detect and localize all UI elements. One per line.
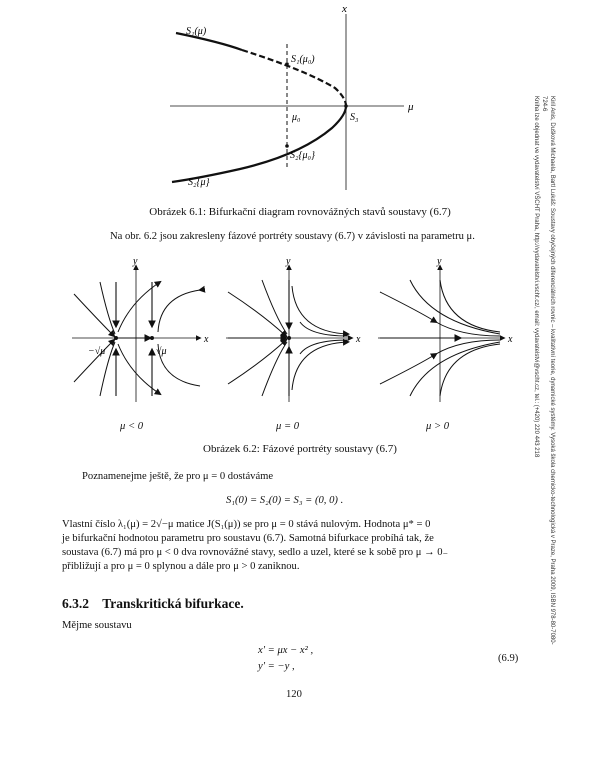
s1-label: S₁(μ) bbox=[186, 26, 207, 37]
paragraph-line: je bifurkační hodnotou parametru pro soustavu (6.7). Samotná bifurkace probíhá tak, že bbox=[62, 533, 434, 544]
panel-label-3: μ > 0 bbox=[426, 421, 450, 432]
s2-mu0-label: S₂{μ₀} bbox=[290, 150, 315, 161]
side-note-line-2: Kniha lze objednat ve vydavatelství VŠCHT Praha, http://vydavatelstvi.vscht.cz/, email: vydavatelstvi@vscht.cz, tel.: (+420) 220 443 218 bbox=[533, 96, 539, 458]
svg-text:x: x bbox=[204, 334, 209, 345]
paragraph-line: soustava (6.7) má pro μ < 0 dva rovnovážné stavy, sedlo a uzel, které se k sobě pro μ → 0₋ bbox=[62, 547, 449, 558]
equation-line-1: x′ = μx − x² , bbox=[258, 645, 314, 656]
paragraph-line: přibližují a pro μ = 0 splynou a dále pro μ > 0 zaniknou. bbox=[62, 561, 300, 572]
equation-line-2: y′ = −y , bbox=[258, 661, 295, 672]
svg-text:y: y bbox=[286, 256, 291, 267]
svg-text:y: y bbox=[133, 256, 138, 267]
phase-portraits bbox=[0, 252, 560, 430]
paragraph-fig-intro: Na obr. 6.2 jsou zakresleny fázové portréty soustavy (6.7) v závislosti na parametru μ. bbox=[110, 231, 475, 242]
paragraph-eigenvalue bbox=[62, 518, 532, 574]
side-note bbox=[526, 96, 556, 656]
paragraph-system-intro: Mějme soustavu bbox=[62, 620, 132, 631]
s1-mu0-point bbox=[285, 62, 289, 66]
page-number: 120 bbox=[286, 689, 302, 700]
svg-text:x: x bbox=[508, 334, 513, 345]
section-heading bbox=[62, 596, 244, 612]
portrait-mu-negative bbox=[72, 256, 209, 402]
s2-label: S₂{μ} bbox=[188, 177, 210, 188]
portrait-mu-zero bbox=[226, 256, 361, 402]
panel-label-2: μ = 0 bbox=[276, 421, 300, 432]
x-axis-label: x bbox=[342, 3, 347, 15]
equation-number: (6.9) bbox=[498, 653, 519, 664]
s1-mu0-label: S₁(μ₀) bbox=[291, 54, 315, 65]
mu0-label: μ₀ bbox=[292, 112, 301, 123]
equation-equilibria: S₁(0) = S₂(0) = S₃ = (0, 0) . bbox=[226, 495, 344, 506]
s3-point bbox=[344, 104, 348, 108]
s2-branch bbox=[172, 106, 346, 182]
figure-6-1-caption: Obrázek 6.1: Bifurkační diagram rovnovážných stavů soustavy (6.7) bbox=[149, 206, 451, 218]
mu-axis-label: μ bbox=[408, 101, 414, 113]
s2-mu0-point bbox=[285, 144, 289, 148]
paragraph-line: Vlastní číslo λ₁(μ) = 2√−μ matice J(S₁(μ)) se pro μ = 0 stává nulovým. Hodnota μ* = 0 bbox=[62, 519, 431, 530]
section-number: 6.3.2 bbox=[62, 596, 89, 611]
portrait-mu-positive bbox=[378, 256, 513, 402]
svg-text:√μ: √μ bbox=[156, 346, 167, 357]
svg-text:y: y bbox=[437, 256, 442, 267]
svg-text:−√μ: −√μ bbox=[88, 346, 106, 357]
figure-6-2-caption: Obrázek 6.2: Fázové portréty soustavy (6.7) bbox=[203, 443, 397, 455]
svg-text:x: x bbox=[356, 334, 361, 345]
s3-label: S₃ bbox=[350, 112, 359, 123]
bifurcation-diagram bbox=[0, 0, 600, 200]
paragraph-note: Poznamenejme ještě, že pro μ = 0 dostáváme bbox=[82, 471, 274, 482]
side-note-line-1: Kiril Anis, Dušková Michaela, Bartl Lukáš: Soustavy obyčejných diferenciálních rovnic – kvalitativní teorie, dynamické systémy. Vysoká škola chemicko-technologická v Praze, Praha 2009, ISBN 978-80-7080-724-6 bbox=[541, 96, 555, 645]
panel-label-1: μ < 0 bbox=[120, 421, 144, 432]
section-title: Transkritická bifurkace. bbox=[102, 596, 244, 611]
